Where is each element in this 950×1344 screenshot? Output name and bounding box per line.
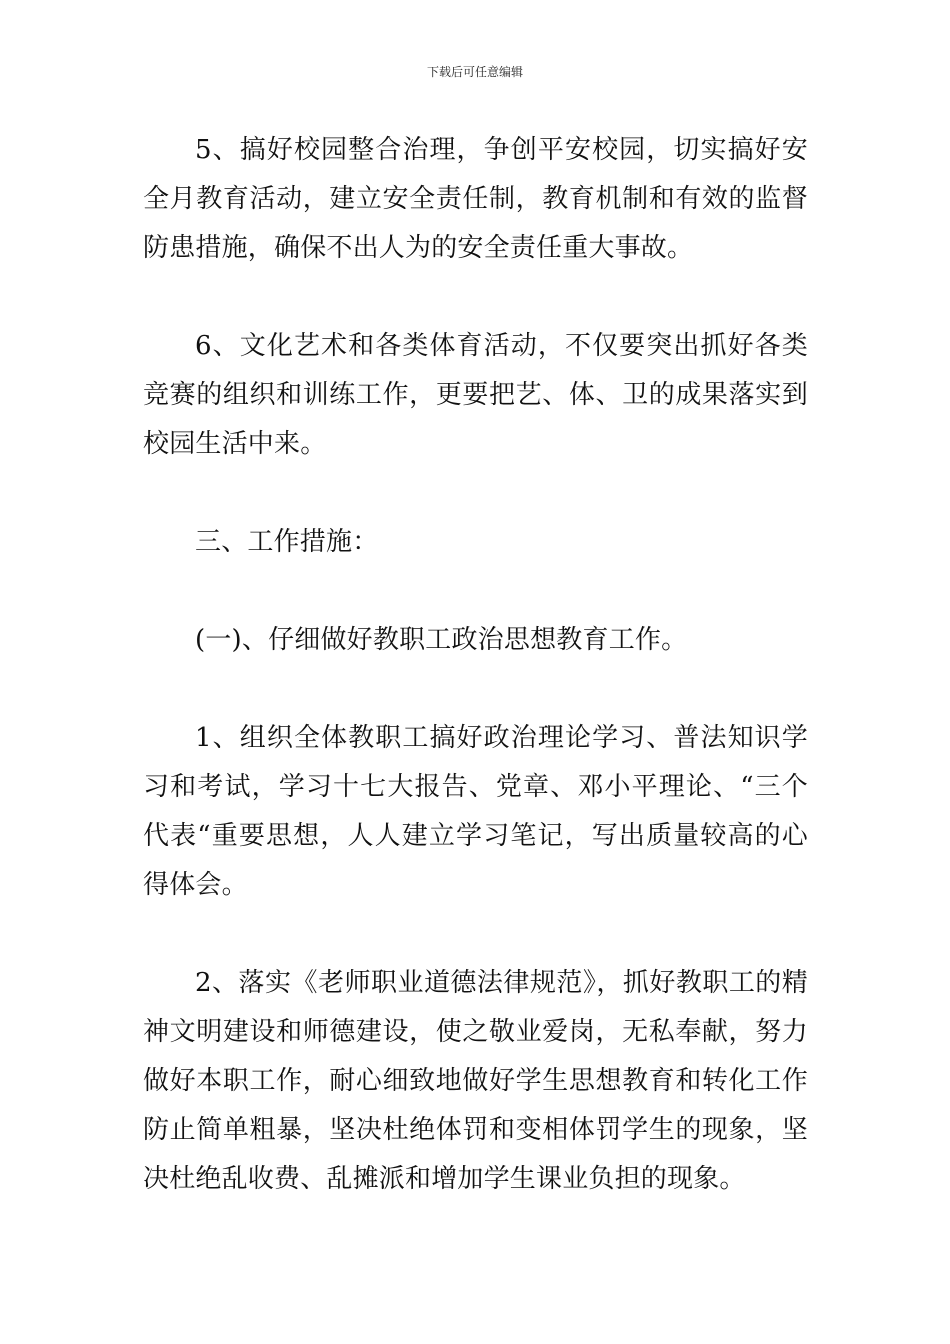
paragraph-gap	[143, 665, 808, 714]
paragraph-gap	[143, 910, 808, 959]
section-heading-measures: 三、工作措施：	[195, 527, 379, 557]
subsection-heading-political-education: (一)、仔细做好教职工政治思想教育工作。	[195, 625, 688, 655]
paragraph-gap	[143, 469, 808, 518]
paragraph-arts-sports: 6、文化艺术和各类体育活动，不仅要突出抓好各类竞赛的组织和训练工作，更要把艺、体、卫的成果落实到校园生活中来。	[143, 331, 808, 459]
document-body	[143, 126, 808, 1204]
page-header: 下载后可任意编辑	[426, 65, 523, 79]
paragraph-study: 1、组织全体教职工搞好政治理论学习、普法知识学习和考试，学习十七大报告、党章、邓小平理论、“三个代表“重要思想，人人建立学习笔记，写出质量较高的心得体会。	[143, 723, 808, 900]
paragraph-safety: 5、搞好校园整合治理，争创平安校园，切实搞好安全月教育活动，建立安全责任制，教育机制和有效的监督防患措施，确保不出人为的安全责任重大事故。	[143, 135, 808, 263]
paragraph-gap	[143, 273, 808, 322]
paragraph-gap	[143, 567, 808, 616]
paragraph-ethics: 2、落实《老师职业道德法律规范》，抓好教职工的精神文明建设和师德建设，使之敬业爱岗，无私奉献，努力做好本职工作，耐心细致地做好学生思想教育和转化工作防止简单粗暴，坚决杜绝体罚和变相体罚学生的现象，坚决杜绝乱收费、乱摊派和增加学生课业负担的现象。	[143, 968, 808, 1194]
